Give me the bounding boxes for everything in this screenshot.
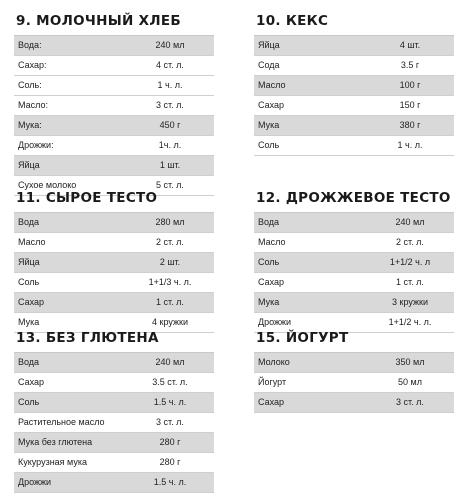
ingredient-amount: 280 мл bbox=[155, 217, 185, 227]
ingredient-name: Яйца bbox=[258, 40, 280, 50]
ingredient-amount: 4 кружки bbox=[152, 317, 188, 327]
ingredient-amount: 450 г bbox=[159, 120, 181, 130]
ingredient-amount: 1 ч. л. bbox=[157, 80, 183, 90]
ingredient-name: Масло: bbox=[18, 100, 48, 110]
ingredient-amount: 1+1/2 ч. л. bbox=[388, 317, 432, 327]
ingredient-amount: 1.5 ч. л. bbox=[153, 477, 187, 487]
ingredient-name: Яйца bbox=[18, 257, 40, 267]
ingredient-name: Мука bbox=[258, 297, 280, 307]
ingredient-row bbox=[254, 273, 454, 293]
ingredient-row bbox=[14, 136, 214, 156]
ingredient-row bbox=[254, 233, 454, 253]
ingredient-row bbox=[14, 233, 214, 253]
ingredient-row bbox=[14, 413, 214, 433]
ingredient-name: Соль bbox=[258, 257, 280, 267]
ingredient-amount: 1.5 ч. л. bbox=[153, 397, 187, 407]
ingredient-table bbox=[254, 352, 454, 413]
ingredient-amount: 1+1/3 ч. л. bbox=[148, 277, 192, 287]
ingredient-name: Соль: bbox=[18, 80, 42, 90]
ingredient-amount: 4 ст. л. bbox=[156, 60, 184, 70]
ingredient-name: Растительное масло bbox=[18, 417, 105, 427]
ingredient-amount: 3 кружки bbox=[392, 297, 428, 307]
ingredient-row bbox=[14, 293, 214, 313]
recipe-title: 15. ЙОГУРТ bbox=[256, 330, 349, 346]
ingredient-name: Соль bbox=[18, 277, 40, 287]
ingredient-row bbox=[254, 353, 454, 373]
ingredient-amount: 240 мл bbox=[155, 357, 185, 367]
ingredient-amount: 2 ст. л. bbox=[156, 237, 184, 247]
ingredient-row bbox=[14, 213, 214, 233]
ingredient-table bbox=[14, 212, 214, 333]
ingredient-amount: 240 мл bbox=[395, 217, 425, 227]
ingredient-row bbox=[254, 253, 454, 273]
ingredient-amount: 350 мл bbox=[395, 357, 425, 367]
ingredient-name: Яйца bbox=[18, 160, 40, 170]
ingredient-name: Сода bbox=[258, 60, 280, 70]
ingredient-name: Сухое молоко bbox=[18, 180, 77, 190]
ingredient-row bbox=[254, 393, 454, 413]
ingredient-table bbox=[254, 35, 454, 156]
recipe-yogurt bbox=[254, 328, 454, 413]
ingredient-amount: 50 мл bbox=[398, 377, 422, 387]
ingredient-row bbox=[14, 373, 214, 393]
ingredient-row bbox=[254, 373, 454, 393]
ingredient-name: Соль bbox=[18, 397, 40, 407]
recipe-raw-dough bbox=[14, 188, 214, 333]
ingredient-amount: 1 шт. bbox=[159, 160, 181, 170]
recipe-title: 13. БЕЗ ГЛЮТЕНА bbox=[16, 330, 159, 346]
ingredient-row bbox=[14, 453, 214, 473]
ingredient-amount: 3 ст. л. bbox=[396, 397, 424, 407]
recipe-cake bbox=[254, 11, 454, 156]
recipe-yeast-dough bbox=[254, 188, 454, 333]
ingredient-row bbox=[254, 213, 454, 233]
ingredient-amount: 3 ст. л. bbox=[156, 100, 184, 110]
ingredient-name: Сахар bbox=[18, 297, 45, 307]
ingredient-amount: 380 г bbox=[399, 120, 421, 130]
ingredient-name: Мука bbox=[258, 120, 280, 130]
ingredient-name: Сахар bbox=[18, 377, 45, 387]
ingredient-row bbox=[14, 273, 214, 293]
ingredient-name: Кукурузная мука bbox=[18, 457, 87, 467]
ingredient-amount: 4 шт. bbox=[399, 40, 421, 50]
ingredient-name: Дрожжи bbox=[258, 317, 292, 327]
ingredient-amount: 2 ст. л. bbox=[396, 237, 424, 247]
recipe-title: 9. МОЛОЧНЫЙ ХЛЕБ bbox=[16, 13, 181, 29]
ingredient-name: Сахар bbox=[258, 277, 285, 287]
ingredient-table bbox=[14, 35, 214, 196]
ingredient-name: Молоко bbox=[258, 357, 290, 367]
ingredient-row bbox=[14, 116, 214, 136]
ingredient-name: Мука без глютена bbox=[18, 437, 93, 447]
ingredient-row bbox=[254, 96, 454, 116]
ingredient-row bbox=[14, 156, 214, 176]
ingredient-name: Масло bbox=[18, 237, 46, 247]
ingredient-row bbox=[14, 433, 214, 453]
ingredient-row bbox=[14, 473, 214, 493]
ingredient-table bbox=[14, 352, 214, 493]
ingredient-name: Сахар bbox=[258, 397, 285, 407]
ingredient-name: Масло bbox=[258, 237, 286, 247]
ingredient-amount: 1 ч. л. bbox=[397, 140, 423, 150]
ingredient-row bbox=[254, 36, 454, 56]
ingredient-name: Мука bbox=[18, 317, 40, 327]
ingredient-row bbox=[14, 56, 214, 76]
ingredient-amount: 2 шт. bbox=[159, 257, 181, 267]
ingredient-row bbox=[254, 136, 454, 156]
ingredient-name: Мука: bbox=[18, 120, 42, 130]
ingredient-row bbox=[254, 293, 454, 313]
ingredient-amount: 150 г bbox=[399, 100, 421, 110]
ingredient-table bbox=[254, 212, 454, 333]
ingredient-amount: 3.5 ст. л. bbox=[152, 377, 188, 387]
ingredient-row bbox=[14, 76, 214, 96]
ingredient-amount: 1 ст. л. bbox=[156, 297, 184, 307]
ingredient-row bbox=[14, 353, 214, 373]
ingredient-amount: 280 г bbox=[159, 437, 181, 447]
ingredient-name: Соль bbox=[258, 140, 280, 150]
ingredient-name: Масло bbox=[258, 80, 286, 90]
ingredient-amount: 1 ст. л. bbox=[396, 277, 424, 287]
ingredient-amount: 3.5 г bbox=[400, 60, 420, 70]
recipe-title: 10. КЕКС bbox=[256, 13, 329, 29]
ingredient-row bbox=[14, 253, 214, 273]
ingredient-name: Дрожжи: bbox=[18, 140, 54, 150]
ingredient-row bbox=[254, 56, 454, 76]
recipe-gluten-free bbox=[14, 328, 214, 493]
ingredient-amount: 280 г bbox=[159, 457, 181, 467]
recipe-title: 12. ДРОЖЖЕВОЕ ТЕСТО bbox=[256, 190, 451, 206]
ingredient-amount: 1+1/2 ч. л bbox=[389, 257, 431, 267]
ingredient-row bbox=[14, 36, 214, 56]
ingredient-name: Вода bbox=[18, 357, 40, 367]
ingredient-name: Вода: bbox=[18, 40, 42, 50]
ingredient-name: Йогурт bbox=[258, 377, 287, 387]
ingredient-amount: 3 ст. л. bbox=[156, 417, 184, 427]
ingredient-name: Вода bbox=[18, 217, 40, 227]
ingredient-row bbox=[14, 96, 214, 116]
ingredient-amount: 5 ст. л. bbox=[156, 180, 184, 190]
ingredient-amount: 1ч. л. bbox=[158, 140, 182, 150]
ingredient-name: Вода bbox=[258, 217, 280, 227]
ingredient-name: Дрожжи bbox=[18, 477, 52, 487]
recipe-title: 11. СЫРОЕ ТЕСТО bbox=[16, 190, 158, 206]
ingredient-amount: 240 мл bbox=[155, 40, 185, 50]
ingredient-name: Сахар bbox=[258, 100, 285, 110]
ingredient-amount: 100 г bbox=[399, 80, 421, 90]
ingredient-name: Сахар: bbox=[18, 60, 47, 70]
recipe-milk-bread bbox=[14, 11, 214, 196]
ingredient-row bbox=[14, 393, 214, 413]
ingredient-row bbox=[254, 76, 454, 96]
ingredient-row bbox=[254, 116, 454, 136]
